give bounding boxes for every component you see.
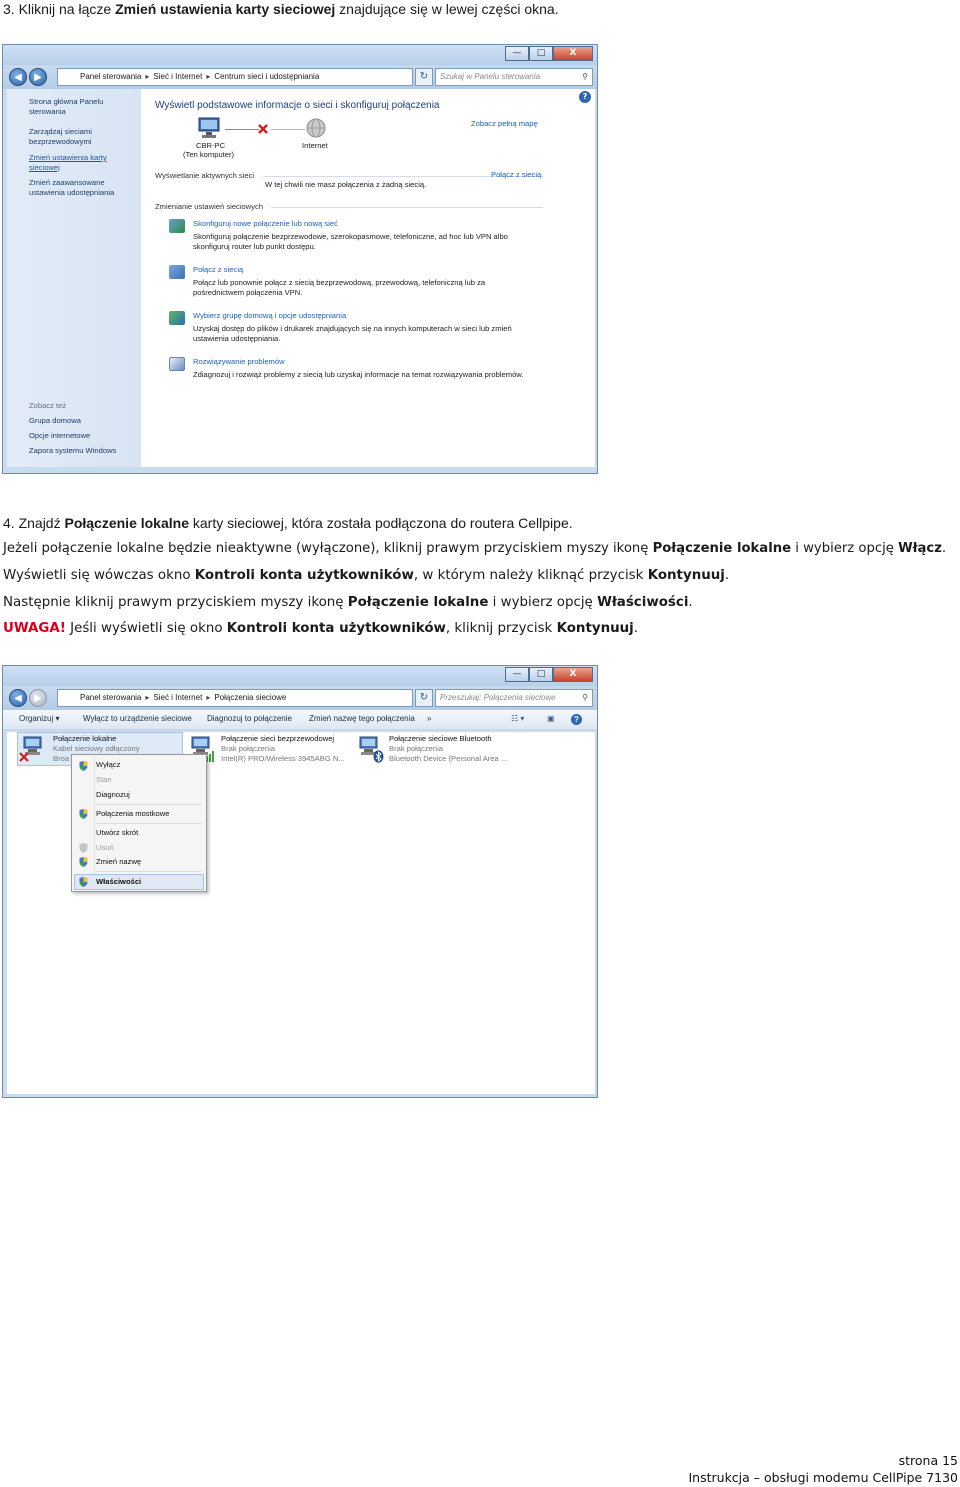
address-bar[interactable]: Panel sterowania ▸ Sieć i Internet ▸ Połączenia sieciowe [57, 689, 413, 707]
divider [271, 207, 543, 208]
task-description: pośrednictwem połączenia VPN. [193, 288, 303, 297]
task-description: Połącz lub ponownie połącz z siecią bezprzewodową, przewodową, telefoniczną lub za [193, 278, 486, 287]
disable-device-button[interactable]: Wyłącz to urządzenie sieciowe [83, 714, 192, 723]
shield-icon [79, 761, 88, 771]
document-title: Instrukcja – obsługi modemu CellPipe 7130 [688, 1470, 958, 1485]
search-icon[interactable]: ⚲ [582, 72, 588, 81]
network-center-window [2, 44, 598, 474]
menu-separator [96, 823, 202, 824]
menu-separator [96, 871, 202, 872]
change-settings-heading: Zmienianie ustawień sieciowych [155, 202, 264, 211]
menu-item-status[interactable]: Stan [96, 775, 112, 784]
context-menu [71, 754, 207, 892]
homegroup-sharing-link[interactable]: Wybierz grupę domową i opcje udostępniania [193, 311, 347, 320]
address-row [3, 686, 597, 710]
new-connection-icon [169, 219, 185, 233]
see-also-heading: Zobacz też [29, 401, 67, 410]
breadcrumb-item[interactable]: Panel sterowania [80, 693, 142, 702]
connection-text: Połączenie sieci bezprzewodowej Brak połączenia Intel(R) PRO/Wireless 3945ABG N... [221, 734, 345, 763]
step4-line: Następnie kliknij prawym przyciskiem myszy ikonę Połączenie lokalne i wybierz opcję Właściwości. [3, 595, 693, 610]
breadcrumb-item[interactable]: Sieć i Internet [153, 693, 203, 702]
left-pane [7, 89, 141, 467]
shield-icon [79, 809, 88, 819]
menu-item-shortcut[interactable]: Utwórz skrót [96, 828, 139, 837]
maximize-button[interactable]: □ [529, 46, 553, 61]
warning-line: UWAGA! Jeśli wyświetli się okno Kontroli konta użytkowników, kliknij przycisk Kontynuuj. [3, 621, 639, 636]
menu-item-delete[interactable]: Usuń [96, 843, 114, 852]
bluetooth-icon [373, 750, 384, 763]
task-description: Skonfiguruj połączenie bezprzewodowe, szerokopasmowe, telefoniczne, ad hoc lub VPN albo [193, 232, 508, 241]
manage-wireless-link[interactable]: Zarządzaj sieciami bezprzewodowymi [29, 127, 92, 146]
step4-line: 4. Znajdź Połączenie lokalne karty sieciowej, która została podłączona do routera Cellpipe. [3, 515, 573, 531]
homegroup-icon [169, 311, 185, 325]
more-button[interactable]: » [427, 714, 432, 723]
computer-icon [197, 117, 221, 139]
homegroup-link[interactable]: Grupa domowa [29, 416, 81, 425]
step4-line: Wyświetli się wówczas okno Kontroli konta użytkowników, w którym należy kliknąć przycisk Kontynuuj. [3, 568, 730, 583]
firewall-link[interactable]: Zapora systemu Windows [29, 446, 117, 455]
network-connections-window [2, 665, 598, 1098]
full-map-link[interactable]: Zobacz pełną mapę [471, 119, 538, 128]
active-networks-heading: Wyświetlanie aktywnych sieci [155, 171, 255, 180]
disconnected-x-icon [19, 752, 29, 762]
organize-button[interactable]: Organizuj ▾ [19, 714, 60, 723]
shield-icon [79, 877, 88, 887]
control-panel-home-link[interactable]: Strona główna Panelu sterowania [29, 97, 104, 116]
main-pane [141, 89, 595, 467]
close-button[interactable]: X [553, 46, 593, 61]
breadcrumb-item[interactable]: Panel sterowania [80, 72, 142, 81]
map-line-right [271, 129, 305, 130]
connect-link[interactable]: Połącz z siecią [491, 170, 542, 179]
menu-item-rename[interactable]: Zmień nazwę [96, 857, 142, 866]
address-bar[interactable]: Panel sterowania ▸ Sieć i Internet ▸ Centrum sieci i udostępniania [57, 68, 413, 86]
shield-icon [79, 843, 88, 853]
no-connection-text: W tej chwili nie masz połączenia z żadną siecią. [265, 180, 427, 189]
connect-network-link[interactable]: Połącz z siecią [193, 265, 244, 274]
change-adapter-settings-link[interactable]: Zmień ustawienia karty sieciowej [29, 153, 107, 172]
task-description: skonfiguruj router lub punkt dostępu. [193, 242, 316, 251]
internet-options-link[interactable]: Opcje internetowe [29, 431, 91, 440]
connect-network-icon [169, 265, 185, 279]
warning-label: UWAGA! [3, 621, 66, 636]
internet-label: Internet [302, 141, 328, 150]
refresh-icon[interactable]: ↻ [415, 689, 433, 707]
globe-icon [305, 117, 327, 139]
troubleshoot-icon [169, 357, 185, 371]
close-button[interactable]: X [553, 667, 593, 682]
step3-text: 3. Kliknij na łącze Zmień ustawienia karty sieciowej znajdujące się w lewej części okna. [3, 1, 559, 17]
search-icon[interactable]: ⚲ [582, 693, 588, 702]
advanced-sharing-link[interactable]: Zmień zaawansowane ustawienia udostępniania [29, 178, 115, 197]
rename-button[interactable]: Zmień nazwę tego połączenia [309, 714, 415, 723]
task-description: ustawienia udostępniania. [193, 334, 281, 343]
step4-line: Jeżeli połączenie lokalne będzie nieaktywne (wyłączone), kliknij prawym przyciskiem myszy ikonę Połączenie lokalne i wybierz opcję Włącz. [3, 541, 947, 556]
view-options-icon[interactable]: ☷ ▾ [511, 714, 525, 723]
back-icon[interactable]: ◀ [9, 68, 27, 86]
new-connection-link[interactable]: Skonfiguruj nowe połączenie lub nową sieć [193, 219, 338, 228]
disconnected-x-icon [257, 123, 269, 135]
minimize-button[interactable]: — [505, 46, 529, 61]
page-title: Wyświetl podstawowe informacje o sieci i skonfiguruj połączenia [155, 100, 440, 111]
search-input[interactable]: Przeszukaj: Połączenia sieciowe ⚲ [435, 689, 593, 707]
task-description: Uzyskaj dostęp do plików i drukarek znajdujących się na innych komputerach w sieci lub zmień [193, 324, 512, 333]
refresh-icon[interactable]: ↻ [415, 68, 433, 86]
command-toolbar [3, 710, 597, 730]
title-bar[interactable] [3, 666, 597, 686]
forward-icon[interactable]: ▶ [29, 689, 47, 707]
back-icon[interactable]: ◀ [9, 689, 27, 707]
computer-name: CBR-PC [196, 141, 226, 150]
task-description: Zdiagnozuj i rozwiąż problemy z siecią lub uzyskaj informacje na temat rozwiązywania problemów. [193, 370, 524, 379]
help-icon[interactable]: ? [571, 714, 582, 725]
menu-item-diagnose[interactable]: Diagnozuj [96, 790, 130, 799]
diagnose-button[interactable]: Diagnozuj to połączenie [207, 714, 292, 723]
menu-item-bridge[interactable]: Połączenia mostkowe [96, 809, 170, 818]
page-number: strona 15 [898, 1453, 958, 1468]
connection-text: Połączenie lokalne Kabel sieciowy odłączony Broa [53, 734, 140, 763]
preview-pane-icon[interactable]: ▣ [547, 714, 555, 723]
forward-icon[interactable]: ▶ [29, 68, 47, 86]
breadcrumb-item[interactable]: Centrum sieci i udostępniania [214, 72, 320, 81]
breadcrumb-item[interactable]: Połączenia sieciowe [214, 693, 287, 702]
title-bar[interactable] [3, 45, 597, 65]
help-icon[interactable]: ? [579, 91, 591, 103]
maximize-button[interactable]: □ [529, 667, 553, 682]
connection-text: Połączenie sieciowe Bluetooth Brak połączenia Bluetooth Device (Personal Area ... [389, 734, 508, 763]
breadcrumb-item[interactable]: Sieć i Internet [153, 72, 203, 81]
minimize-button[interactable]: — [505, 667, 529, 682]
menu-separator [96, 804, 202, 805]
search-input[interactable]: Szukaj w Panelu sterowania ⚲ [435, 68, 593, 86]
troubleshoot-link[interactable]: Rozwiązywanie problemów [193, 357, 285, 366]
map-line-left [225, 129, 259, 130]
computer-sub: (Ten komputer) [183, 150, 235, 159]
menu-item-enable[interactable]: Wyłącz [96, 760, 121, 769]
menu-item-properties[interactable]: Właściwości [96, 877, 142, 886]
shield-icon [79, 857, 88, 867]
address-row [3, 65, 597, 89]
